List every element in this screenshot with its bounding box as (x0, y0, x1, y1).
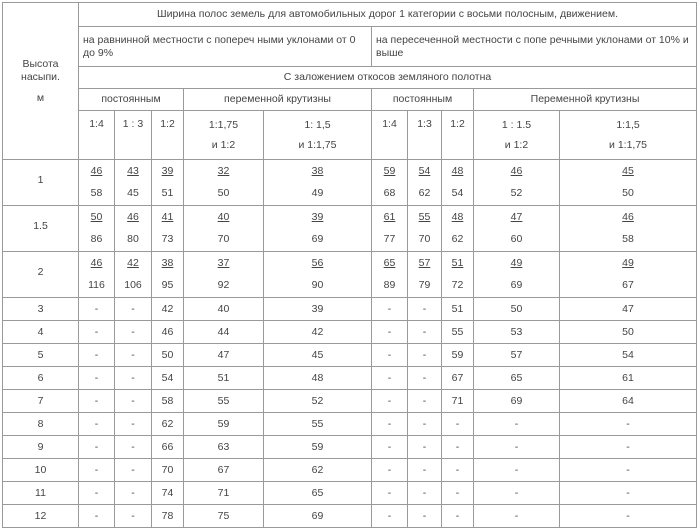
value-top: 46 (90, 257, 103, 269)
value-cell: 59 (184, 413, 264, 436)
value-top: 39 (311, 211, 324, 223)
value-bottom: 51 (161, 187, 174, 199)
value-top: 42 (127, 257, 139, 269)
value-top: 48 (451, 211, 464, 223)
embankment-height: 8 (3, 413, 79, 436)
value-cell: - (408, 436, 442, 459)
value-cell: - (115, 367, 152, 390)
value-cell: - (115, 413, 152, 436)
value-cell: 64 (560, 390, 697, 413)
value-top: 48 (451, 165, 464, 177)
embankment-height: 10 (3, 459, 79, 482)
value-cell (79, 160, 115, 206)
value-cell: - (560, 459, 697, 482)
slope-ratio: 1:4 (382, 118, 397, 130)
value-cell: - (442, 436, 474, 459)
table-row (3, 367, 697, 390)
embankment-height: 5 (3, 344, 79, 367)
value-bottom: 54 (451, 187, 464, 199)
constant-flat-header: постоянным (79, 89, 184, 111)
value-top: 38 (161, 257, 174, 269)
value-top: 32 (217, 165, 230, 177)
value-cell: 46 (152, 321, 184, 344)
value-top: 49 (510, 257, 523, 269)
value-cell: 44 (184, 321, 264, 344)
value-top: 51 (451, 257, 464, 269)
table-row (3, 252, 697, 298)
value-cell: - (79, 298, 115, 321)
embankment-height: 12 (3, 505, 79, 528)
value-bottom: 50 (217, 187, 230, 199)
value-cell: 54 (152, 367, 184, 390)
value-cell (408, 160, 442, 206)
slope-ratio-alt: и 1:1,75 (298, 138, 337, 151)
table-row (3, 321, 697, 344)
embankment-height: 4 (3, 321, 79, 344)
table-row (3, 436, 697, 459)
embankment-height: 11 (3, 482, 79, 505)
value-cell: - (474, 505, 560, 528)
value-cell: - (408, 505, 442, 528)
table-row (3, 160, 697, 206)
value-bottom: 89 (383, 279, 396, 291)
value-cell: - (79, 459, 115, 482)
value-cell: 57 (474, 344, 560, 367)
value-cell: 65 (264, 482, 372, 505)
value-cell: - (408, 344, 442, 367)
value-top: 49 (622, 257, 634, 269)
value-cell: 63 (184, 436, 264, 459)
embankment-height: 9 (3, 436, 79, 459)
slope-subheader (408, 111, 442, 160)
table-row (3, 344, 697, 367)
embankment-height: 1.5 (3, 206, 79, 252)
value-cell: - (372, 436, 408, 459)
value-cell: 48 (264, 367, 372, 390)
value-cell: - (372, 367, 408, 390)
value-cell: - (408, 413, 442, 436)
slope-ratio-alt: и 1:2 (504, 138, 529, 151)
value-cell: - (79, 344, 115, 367)
variable-rough-header: Переменной крутизны (474, 89, 697, 111)
value-cell: - (408, 459, 442, 482)
value-bottom: 90 (311, 279, 324, 291)
slope-ratio: 1:1,75 (208, 118, 239, 131)
value-top: 46 (510, 165, 523, 177)
table-title: Ширина полос земель для автомобильных дорог 1 категории с восьми полосным, движением. (79, 3, 697, 27)
value-top: 40 (217, 211, 230, 223)
slope-ratio: 1:2 (160, 118, 175, 130)
value-cell: - (442, 505, 474, 528)
embankment-height: 6 (3, 367, 79, 390)
value-top: 37 (217, 257, 230, 269)
value-bottom: 79 (418, 279, 431, 291)
value-top: 46 (127, 211, 139, 223)
value-cell: 47 (184, 344, 264, 367)
value-bottom: 67 (622, 279, 634, 291)
value-cell: - (474, 459, 560, 482)
value-cell: - (115, 298, 152, 321)
value-cell: 78 (152, 505, 184, 528)
value-cell: 59 (264, 436, 372, 459)
slope-ratio: 1:3 (417, 118, 432, 130)
value-cell (372, 206, 408, 252)
slope-heading: С заложением откосов земляного полотна (79, 67, 697, 89)
value-cell (264, 160, 372, 206)
value-bottom: 58 (90, 187, 103, 199)
variable-flat-header: переменной крутизны (184, 89, 372, 111)
value-cell: - (372, 459, 408, 482)
row-label-line: м (36, 91, 45, 104)
slope-ratio-alt: и 1:1,75 (609, 138, 648, 151)
value-cell (79, 252, 115, 298)
value-cell: 55 (184, 390, 264, 413)
value-cell (184, 252, 264, 298)
value-cell: 61 (560, 367, 697, 390)
table-row (3, 505, 697, 528)
slope-subheader (264, 111, 372, 160)
value-cell: - (115, 321, 152, 344)
value-cell: - (408, 298, 442, 321)
slope-subheader (184, 111, 264, 160)
value-cell (152, 160, 184, 206)
slope-subheader (115, 111, 152, 160)
value-cell: - (372, 390, 408, 413)
value-cell (474, 206, 560, 252)
value-top: 56 (311, 257, 324, 269)
value-cell: 45 (264, 344, 372, 367)
value-cell: 50 (560, 321, 697, 344)
value-bottom: 92 (217, 279, 230, 291)
value-cell: 65 (474, 367, 560, 390)
value-cell: - (115, 505, 152, 528)
value-cell: 42 (264, 321, 372, 344)
row-label-line: Высота (22, 57, 59, 70)
value-cell: 67 (184, 459, 264, 482)
value-bottom: 106 (124, 279, 142, 291)
value-bottom: 116 (88, 279, 105, 291)
value-cell: 51 (442, 298, 474, 321)
value-cell: 67 (442, 367, 474, 390)
value-bottom: 72 (451, 279, 464, 291)
value-cell: - (372, 413, 408, 436)
land-width-table (2, 2, 697, 528)
table-row (3, 459, 697, 482)
value-cell: - (474, 436, 560, 459)
table-row (3, 298, 697, 321)
value-cell (115, 160, 152, 206)
value-cell (152, 206, 184, 252)
value-top: 61 (383, 211, 396, 223)
value-cell (115, 206, 152, 252)
value-top: 59 (383, 165, 396, 177)
row-label-header (3, 3, 79, 160)
value-cell: 66 (152, 436, 184, 459)
value-bottom: 69 (510, 279, 523, 291)
value-bottom: 80 (127, 233, 139, 245)
value-cell: 70 (152, 459, 184, 482)
value-cell (152, 252, 184, 298)
value-cell: - (79, 436, 115, 459)
value-bottom: 69 (311, 233, 324, 245)
value-top: 47 (510, 211, 523, 223)
value-cell: 51 (184, 367, 264, 390)
value-cell: - (79, 413, 115, 436)
terrain-flat-header: на равнинной местности с попереч ными уклонами от 0 до 9% (79, 27, 372, 67)
table-row (3, 390, 697, 413)
embankment-height: 2 (3, 252, 79, 298)
value-cell: - (372, 505, 408, 528)
value-cell: 58 (152, 390, 184, 413)
value-bottom: 70 (418, 233, 431, 245)
value-cell (372, 160, 408, 206)
table-row (3, 413, 697, 436)
embankment-height: 1 (3, 160, 79, 206)
value-cell: - (79, 390, 115, 413)
value-cell: - (372, 321, 408, 344)
value-top: 65 (383, 257, 396, 269)
value-cell (560, 252, 697, 298)
value-cell (184, 160, 264, 206)
value-cell (184, 206, 264, 252)
value-cell: - (408, 390, 442, 413)
value-bottom: 50 (622, 187, 634, 199)
value-bottom: 73 (161, 233, 174, 245)
table-row (3, 482, 697, 505)
value-top: 39 (161, 165, 174, 177)
value-cell: - (79, 367, 115, 390)
slope-subheader (79, 111, 115, 160)
slope-ratio: 1: 1,5 (304, 118, 331, 131)
value-cell: - (408, 482, 442, 505)
embankment-height: 7 (3, 390, 79, 413)
value-cell: - (442, 459, 474, 482)
value-cell (264, 252, 372, 298)
value-cell: 69 (264, 505, 372, 528)
value-top: 45 (622, 165, 634, 177)
value-top: 46 (90, 165, 103, 177)
value-cell: - (560, 413, 697, 436)
value-cell: 59 (442, 344, 474, 367)
slope-ratio: 1:1,5 (616, 118, 640, 131)
value-cell: 52 (264, 390, 372, 413)
slope-subheader (442, 111, 474, 160)
value-cell: 55 (264, 413, 372, 436)
value-cell: 74 (152, 482, 184, 505)
value-cell: - (372, 298, 408, 321)
value-cell (560, 206, 697, 252)
value-cell: 42 (152, 298, 184, 321)
value-bottom: 86 (90, 233, 103, 245)
slope-subheader (560, 111, 697, 160)
value-cell (442, 160, 474, 206)
slope-ratio-alt: и 1:2 (211, 138, 236, 151)
value-cell: 75 (184, 505, 264, 528)
row-label-line: насыпи. (21, 70, 60, 83)
value-cell: 62 (264, 459, 372, 482)
value-bottom: 60 (510, 233, 523, 245)
slope-ratio: 1:4 (89, 118, 104, 130)
value-cell: - (474, 413, 560, 436)
value-cell: - (79, 321, 115, 344)
value-cell: - (372, 344, 408, 367)
value-cell: - (372, 482, 408, 505)
value-top: 55 (418, 211, 431, 223)
value-bottom: 58 (622, 233, 634, 245)
value-cell (79, 206, 115, 252)
value-bottom: 68 (383, 187, 396, 199)
table-row (3, 206, 697, 252)
value-bottom: 62 (418, 187, 431, 199)
slope-ratio: 1:2 (450, 118, 465, 130)
value-top: 41 (161, 211, 174, 223)
value-cell: 50 (152, 344, 184, 367)
value-cell: - (79, 482, 115, 505)
slope-ratio: 1 : 1.5 (501, 118, 532, 131)
value-cell (408, 206, 442, 252)
value-cell: 69 (474, 390, 560, 413)
value-cell: - (79, 505, 115, 528)
value-top: 57 (418, 257, 431, 269)
value-cell: - (408, 367, 442, 390)
slope-subheader (372, 111, 408, 160)
value-cell: 71 (442, 390, 474, 413)
value-cell (560, 160, 697, 206)
embankment-height: 3 (3, 298, 79, 321)
value-cell: 50 (474, 298, 560, 321)
terrain-rough-header: на пересеченной местности с попе речными уклонами от 10% и выше (372, 27, 697, 67)
constant-rough-header: постоянным (372, 89, 474, 111)
slope-subheader (474, 111, 560, 160)
value-cell: 47 (560, 298, 697, 321)
value-top: 50 (90, 211, 103, 223)
value-top: 54 (418, 165, 431, 177)
value-top: 46 (622, 211, 634, 223)
value-bottom: 70 (217, 233, 230, 245)
value-cell: - (560, 505, 697, 528)
value-cell: 62 (152, 413, 184, 436)
value-cell (372, 252, 408, 298)
value-cell: - (474, 482, 560, 505)
value-bottom: 95 (161, 279, 174, 291)
value-cell (442, 252, 474, 298)
slope-subheader (152, 111, 184, 160)
value-cell: - (115, 344, 152, 367)
value-top: 43 (127, 165, 139, 177)
value-bottom: 77 (383, 233, 396, 245)
value-cell: - (408, 321, 442, 344)
value-cell (408, 252, 442, 298)
value-cell: - (115, 390, 152, 413)
value-cell: 53 (474, 321, 560, 344)
value-cell: 54 (560, 344, 697, 367)
value-bottom: 49 (311, 187, 324, 199)
value-cell (474, 252, 560, 298)
value-cell: - (442, 413, 474, 436)
value-cell: 40 (184, 298, 264, 321)
value-cell: - (560, 482, 697, 505)
value-bottom: 62 (451, 233, 464, 245)
value-cell (474, 160, 560, 206)
value-cell: - (442, 482, 474, 505)
value-bottom: 45 (127, 187, 139, 199)
value-cell: - (115, 459, 152, 482)
value-cell: 71 (184, 482, 264, 505)
value-cell (442, 206, 474, 252)
slope-ratio: 1 : 3 (122, 118, 144, 130)
value-cell (264, 206, 372, 252)
value-cell: - (115, 482, 152, 505)
value-cell: 55 (442, 321, 474, 344)
value-cell (115, 252, 152, 298)
value-cell: - (115, 436, 152, 459)
value-top: 38 (311, 165, 324, 177)
value-bottom: 52 (510, 187, 523, 199)
value-cell: 39 (264, 298, 372, 321)
value-cell: - (560, 436, 697, 459)
